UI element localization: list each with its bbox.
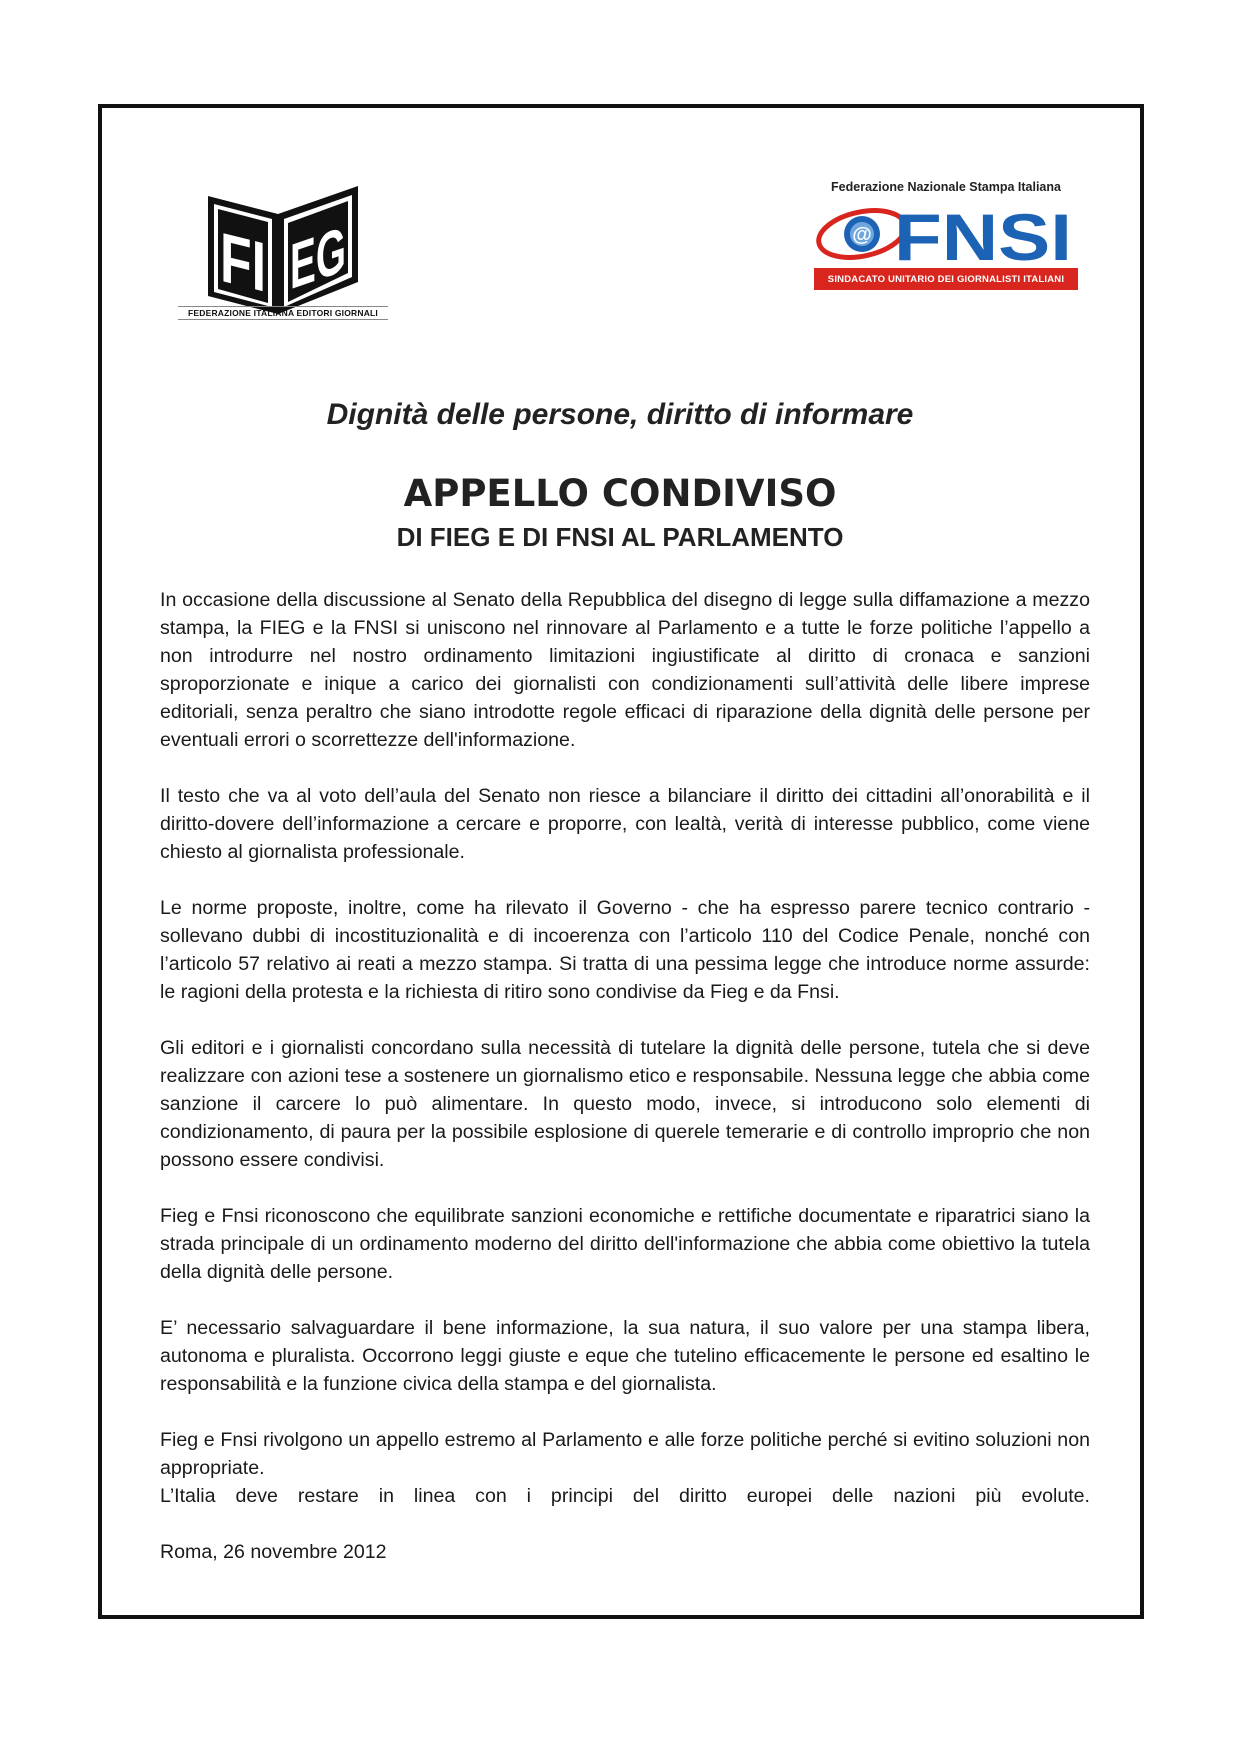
- document-title: APPELLO CONDIVISO: [403, 472, 837, 515]
- paragraph: Gli editori e i giornalisti concordano sulla necessità di tutelare la dignità delle persone, tutela che si deve realizzare con azioni tese a sostenere un giornalismo etico e responsabile. Nessuna legge che abbia come sanzione il carcere lo può alimentare. In questo modo, invece, si introducono solo elementi di condizionamento, di paura per la possibile esplosione di querele temerarie e di controllo improprio che non possono essere condivisi.: [160, 1037, 1090, 1171]
- fnsi-bar: SINDACATO UNITARIO DEI GIORNALISTI ITALIANI: [814, 268, 1078, 290]
- fieg-caption: FEDERAZIONE ITALIANA EDITORI GIORNALI: [178, 306, 388, 320]
- svg-text:EG: EG: [290, 199, 383, 304]
- svg-text:@: @: [852, 224, 872, 246]
- paragraph: Le norme proposte, inoltre, come ha rilevato il Governo - che ha espresso parere tecnico contrario - sollevano dubbi di incostituzionalità e di incoerenza con l’articolo 110 del Codice Penale, nonché con l’articolo 57 relativo ai reati a mezzo stampa. Si tratta di una pessima legge che introduce norme assurde: le ragioni della protesta e la richiesta di ritiro sono condivise da Fieg e da Fnsi.: [160, 897, 1090, 1003]
- closing-line: L’Italia deve restare in linea con i principi del diritto europei delle nazioni più evolute.: [160, 1485, 1090, 1507]
- paragraph: E’ necessario salvaguardare il bene informazione, la sua natura, il suo valore per una stampa libera, autonoma e pluralista. Occorrono leggi giuste e eque che tutelino efficacemente le persone ed esaltino le responsabilità e la funzione civica della stampa e del giornalista.: [160, 1317, 1090, 1395]
- svg-text:FI: FI: [220, 218, 283, 312]
- paragraph: Fieg e Fnsi riconoscono che equilibrate sanzioni economiche e rettifiche documentate e riparatrici siano la strada principale di un ordinamento moderno del diritto dell'informazione che abbia come obiettivo la tutela della dignità delle persone.: [160, 1205, 1090, 1283]
- paragraph: In occasione della discussione al Senato della Repubblica del disegno di legge sulla diffamazione a mezzo stampa, la FIEG e la FNSI si uniscono nel rinnovare al Parlamento e a tutte le forze politiche l’appello a non introdurre nel nostro ordinamento limitazioni ingiustificate al diritto di cronaca e sanzioni sproporzionate e inique a carico dei giornalisti con condizionamenti sull’attività delle libere imprese editoriali, senza peraltro che siano introdotte regole efficaci di riparazione della dignità delle persone per eventuali errori o scorrettezze dell'informazione.: [160, 589, 1090, 751]
- document-date: Roma, 26 novembre 2012: [160, 1541, 387, 1563]
- svg-text:FNSI: FNSI: [894, 200, 1072, 268]
- fnsi-logo: [814, 198, 1078, 268]
- document-subtitle: DI FIEG E DI FNSI AL PARLAMENTO: [396, 522, 844, 552]
- paragraph: Il testo che va al voto dell’aula del Senato non riesce a bilanciare il diritto dei cittadini all’onorabilità e il diritto-dovere dell’informazione a cercare e proporre, con lealtà, verità di interesse pubblico, come viene chiesto al giornalista professionale.: [160, 785, 1090, 863]
- subtitle: Dignità delle persone, diritto di informare: [326, 398, 914, 431]
- paragraph: Fieg e Fnsi rivolgono un appello estremo al Parlamento e alle forze politiche perché si evitino soluzioni non appropriate.: [160, 1429, 1090, 1479]
- fnsi-top-text: Federazione Nazionale Stampa Italiana: [831, 180, 1061, 194]
- fieg-logo: [178, 186, 388, 322]
- document-body: [160, 586, 1090, 1594]
